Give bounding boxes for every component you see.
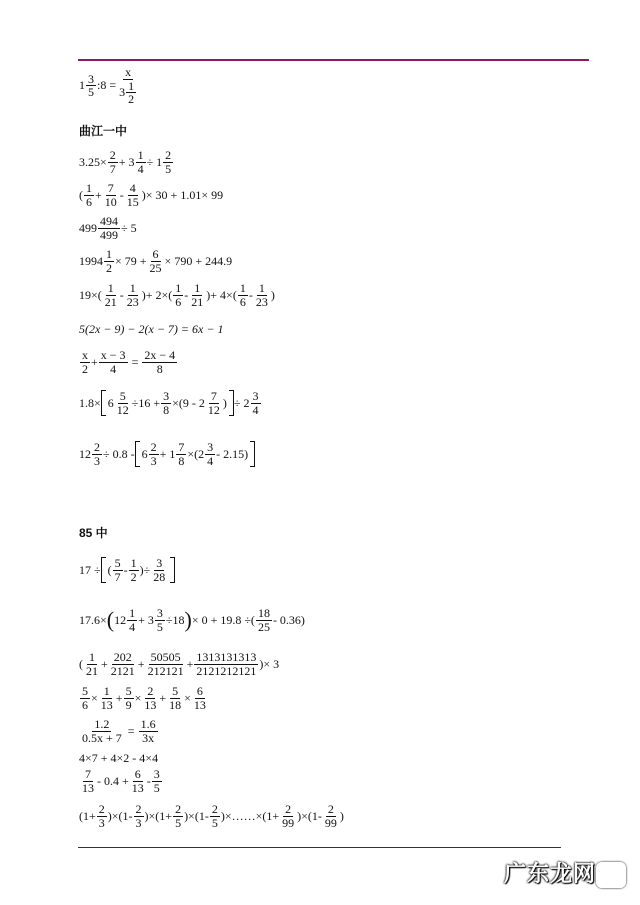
- fraction: $\frac{2}{3}$: [94, 440, 100, 468]
- fraction: $\frac{202}{2121}$: [110, 650, 135, 678]
- problem-e14: $\frac{1.2}{0.5x + 7}$ = $\frac{1.6}{3x}$: [82, 717, 156, 745]
- left-bracket: [101, 557, 106, 583]
- fraction: 1 21: [86, 650, 98, 678]
- fraction: $\frac{50505}{212121}$: [147, 650, 184, 678]
- fraction: $\frac{6}{13}$: [193, 684, 206, 712]
- problem-e2: ( 1 6 + $\frac{7}{10}$ - 4 15 )× 30 + 1.01× 99: [79, 181, 224, 209]
- problem-e4: 1994 $\frac{1}{2}$ × 79 + $\frac{6}{25}$ × 790 + 244.9: [79, 247, 233, 275]
- right-paren: ): [184, 607, 192, 633]
- fraction: 4 15: [126, 181, 139, 209]
- problem-e1: 3.25× $\frac{2}{7}$ + 3 $\frac{1}{4}$ ÷ 1 2 5: [79, 148, 172, 176]
- watermark-logo-icon: [596, 862, 626, 888]
- fraction: 2 3: [135, 802, 142, 830]
- fraction: $\frac{3}{28}$: [153, 556, 166, 584]
- fraction: 2 5: [165, 148, 172, 176]
- fraction: $\frac{7}{8}$: [178, 440, 185, 468]
- fraction: $\frac{6}{13}$: [131, 767, 144, 795]
- fraction: $\frac{494}{499}$: [100, 214, 118, 242]
- fraction: $\frac{6}{25}$: [149, 247, 162, 275]
- fraction: 5 7: [114, 556, 121, 584]
- section-heading-qujiang: 曲江一中: [79, 124, 128, 138]
- fraction: $\frac{1313131313}{2121212121}$: [196, 650, 257, 678]
- fraction: 7 12: [207, 389, 220, 417]
- fraction: $\frac{2}{99}$: [282, 802, 295, 830]
- fraction: 1 21: [104, 281, 117, 309]
- problem-e7: x 2 + $\frac{x - 3}{4}$ = $\frac{2x - 4}{8}$: [82, 348, 176, 376]
- header-rule: [78, 59, 589, 61]
- problem-e13: $\frac{5}{6}$ × $\frac{1}{13}$ + $\frac{5}{9}$ × $\frac{2}{13}$ + $\frac{5}{18}$ × $\frac{6}{13}$: [82, 684, 206, 712]
- fraction: 2 99: [324, 802, 337, 830]
- fraction: $\frac{3}{8}$: [163, 389, 170, 417]
- fraction: 1 2: [130, 556, 137, 584]
- problem-e16: 7 13 - 0.4 + $\frac{6}{13}$ - 3 5: [82, 767, 160, 795]
- fraction: 18 25: [257, 606, 270, 634]
- fraction: $\frac{1.2}{0.5x + 7}$: [82, 717, 122, 745]
- fraction: $\frac{7}{10}$: [104, 181, 117, 209]
- fraction: 7 13: [82, 767, 94, 795]
- fraction: 1 6: [239, 281, 246, 309]
- fraction: $\frac{5}{9}$: [125, 684, 132, 712]
- fraction: $\frac{3}{5}$: [156, 606, 163, 634]
- fraction: 3 4: [252, 389, 259, 417]
- fraction: $\frac{2}{13}$: [144, 684, 157, 712]
- left-bracket: [135, 441, 140, 467]
- fraction: 1 4: [129, 606, 136, 634]
- section-heading-85: 85 中: [79, 526, 108, 540]
- problem-e9: 12 $\frac{2}{3}$ ÷ 0.8 - 6 2 3 + 1 $\frac{7}{8}$ ×(2 3 4 - 2.15): [79, 441, 255, 467]
- fraction: $\frac{5}{12}$: [116, 389, 129, 417]
- fraction: 1 6: [175, 281, 182, 309]
- fraction: $\frac{2}{7}$: [109, 148, 116, 176]
- fraction: 3 5: [153, 767, 160, 795]
- footer-rule: [78, 847, 561, 848]
- fraction: 1 21: [191, 281, 204, 309]
- fraction: $\frac{x - 3}{4}$: [100, 348, 126, 376]
- text: 1: [79, 78, 85, 93]
- fraction: 1 6: [86, 181, 92, 209]
- fraction: 1 23: [126, 281, 139, 309]
- problem-e8: 1.8× 6 $\frac{5}{12}$ ÷16 + $\frac{3}{8}$ ×(9 - 2 7 12 ) ÷ 2 3 4: [79, 389, 259, 417]
- right-bracket: [170, 557, 175, 583]
- fraction: $\frac{1}{13}$: [100, 684, 113, 712]
- problem-e12: ( 1 21 + $\frac{202}{2121}$ + $\frac{50505}{212121}$ + $\frac{1313131313}{2121212121}$ )× 3: [79, 650, 280, 678]
- problem-e11: 17.6× ( 12 1 4 + 3 $\frac{3}{5}$ ÷18 ) × 0 + 19.8 ÷( 18 25 - 0.36): [79, 606, 305, 634]
- fraction: 2 5: [211, 802, 218, 830]
- watermark: 广东龙网: [504, 862, 597, 887]
- fraction: x 2: [82, 348, 88, 376]
- problem-proportion: [79, 66, 140, 106]
- left-paren: (: [106, 607, 115, 633]
- left-bracket: [101, 390, 106, 416]
- fraction: $\frac{2}{5}$: [175, 802, 182, 830]
- problem-e17: (1+ $\frac{2}{3}$ )×(1- 2 3 )×(1+ $\frac{2}{5}$ )×(1- 2 5 )×……×(1+ $\frac{2}{99}$ )×(1- 2 99 ): [79, 802, 344, 830]
- fraction: x 3 1 2: [119, 65, 135, 107]
- problem-e5: 19×( 1 21 - 1 23 )+ 2×( 1 6 - 1 21 )+ 4×( 1 6 - 1 23 ): [79, 281, 275, 309]
- problem-e15: 4×7 + 4×2 - 4×4: [79, 751, 159, 765]
- right-bracket: [250, 441, 255, 467]
- fraction: $\frac{1}{4}$: [137, 148, 144, 176]
- fraction: 1 23: [255, 281, 268, 309]
- text: :8 =: [97, 78, 117, 93]
- fraction: $\frac{5}{18}$: [169, 684, 182, 712]
- problem-e3: 499 $\frac{494}{499}$ ÷ 5: [79, 214, 137, 242]
- fraction: $\frac{5}{6}$: [82, 684, 88, 712]
- problem-e6: 5(2x − 9) − 2(x − 7) = 6x − 1: [79, 322, 224, 336]
- fraction: 2 3: [150, 440, 157, 468]
- problem-e10: 17 ÷ ( 5 7 - 1 2 )÷ $\frac{3}{28}$: [79, 557, 175, 583]
- fraction: $\frac{1.6}{3x}$: [140, 717, 156, 745]
- fraction: $\frac{1}{2}$: [106, 247, 112, 275]
- fraction: $\frac{2}{3}$: [98, 802, 105, 830]
- fraction: 3 5: [88, 71, 94, 100]
- fraction: 3 4: [207, 440, 214, 468]
- fraction: 1 2: [128, 78, 135, 107]
- fraction: $\frac{2x - 4}{8}$: [144, 348, 176, 376]
